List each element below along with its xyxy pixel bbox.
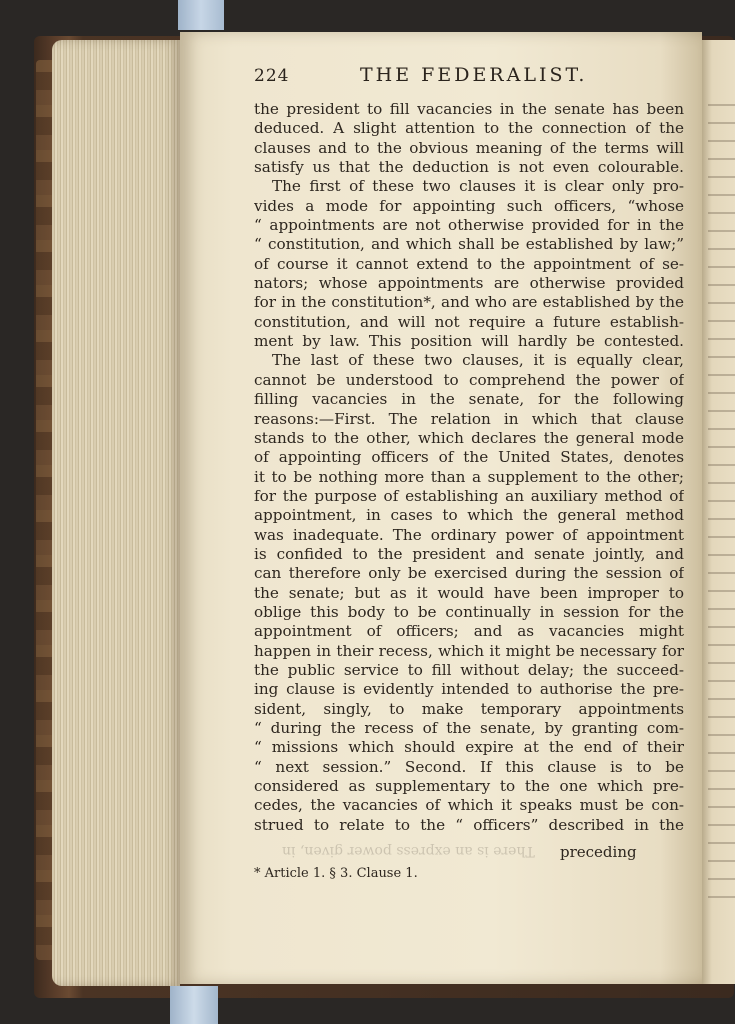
text-line: “ next session.” Second. If this clause is to be <box>254 757 684 776</box>
page-header <box>254 64 684 94</box>
text-line: the senate; but as it would have been improper to <box>254 583 684 602</box>
text-line: “ constitution, and which shall be established by law;” <box>254 235 684 254</box>
text-line: “ during the recess of the senate, by granting com- <box>254 719 684 737</box>
text-line: appointment, in cases to which the general method <box>254 506 684 525</box>
text-line: clauses and to the obvious meaning of the terms will <box>254 138 684 157</box>
text-line: strued to relate to the “ officers” described in the <box>254 815 684 834</box>
ribbon-bookmark-top <box>178 0 224 30</box>
text-line: is confided to the president and senate jointly, and <box>254 544 684 563</box>
text-line: can therefore only be exercised during the session of <box>254 564 684 583</box>
text-line: ing clause is evidently intended to authorise the pre- <box>254 680 684 699</box>
text-line: for the purpose of establishing an auxiliary method of <box>254 486 684 505</box>
text-line: The last of these two clauses, it is equally clear, <box>272 351 684 370</box>
facing-page-text <box>708 104 735 904</box>
text-line: nators; whose appointments are otherwise provided <box>254 274 684 293</box>
text-line: “ missions which should expire at the end of their <box>254 738 684 757</box>
catchword: preceding <box>560 843 637 861</box>
page-edges <box>52 40 180 986</box>
text-line: constitution, and will not require a future establish- <box>254 312 684 331</box>
text-line: The first of these two clauses it is clear only pro- <box>272 177 684 196</box>
text-line: satisfy us that the deduction is not even colourable. <box>254 158 684 177</box>
page-number: 224 <box>254 66 290 86</box>
text-line: reasons:—First. The relation in which that clause <box>254 409 684 428</box>
text-line: vides a mode for appointing such officers, “whose <box>254 196 684 215</box>
text-line: for in the constitution*, and who are established by the <box>254 293 684 312</box>
text-line: oblige this body to be continually in session for the <box>254 602 684 621</box>
body-text <box>254 100 684 835</box>
text-line: deduced. A slight attention to the connection of the <box>254 119 684 138</box>
text-line: filling vacancies in the senate, for the following <box>254 390 684 409</box>
text-line: was inadequate. The ordinary power of appointment <box>254 525 684 544</box>
text-line: happen in their recess, which it might be necessary for <box>254 641 684 660</box>
text-line: ment by law. This position will hardly be contested. <box>254 332 684 351</box>
text-line: cedes, the vacancies of which it speaks must be con- <box>254 796 684 815</box>
text-line: stands to the other, which declares the general mode <box>254 428 684 447</box>
text-line: “ appointments are not otherwise provided for in the <box>254 216 684 235</box>
footnote: * Article 1. § 3. Clause 1. <box>254 866 418 881</box>
text-line: the public service to fill without delay; the succeed- <box>254 660 684 679</box>
text-line: sident, singly, to make temporary appointments <box>254 699 684 718</box>
text-line: of course it cannot extend to the appointment of se- <box>254 254 684 273</box>
text-line: considered as supplementary to the one which pre- <box>254 777 684 796</box>
running-head: THE FEDERALIST. <box>360 64 588 86</box>
text-line: it to be nothing more than a supplement to the other; <box>254 467 684 486</box>
text-line: of appointing officers of the United States, denotes <box>254 448 684 467</box>
bleed-through-text: There is an express power given, in <box>282 843 535 859</box>
text-line: appointment of officers; and as vacancies might <box>254 622 684 641</box>
text-line: the president to fill vacancies in the senate has been <box>254 100 684 118</box>
text-line: cannot be understood to comprehend the power of <box>254 370 684 389</box>
facing-page <box>702 40 735 984</box>
ribbon-bookmark-bottom <box>170 986 218 1024</box>
